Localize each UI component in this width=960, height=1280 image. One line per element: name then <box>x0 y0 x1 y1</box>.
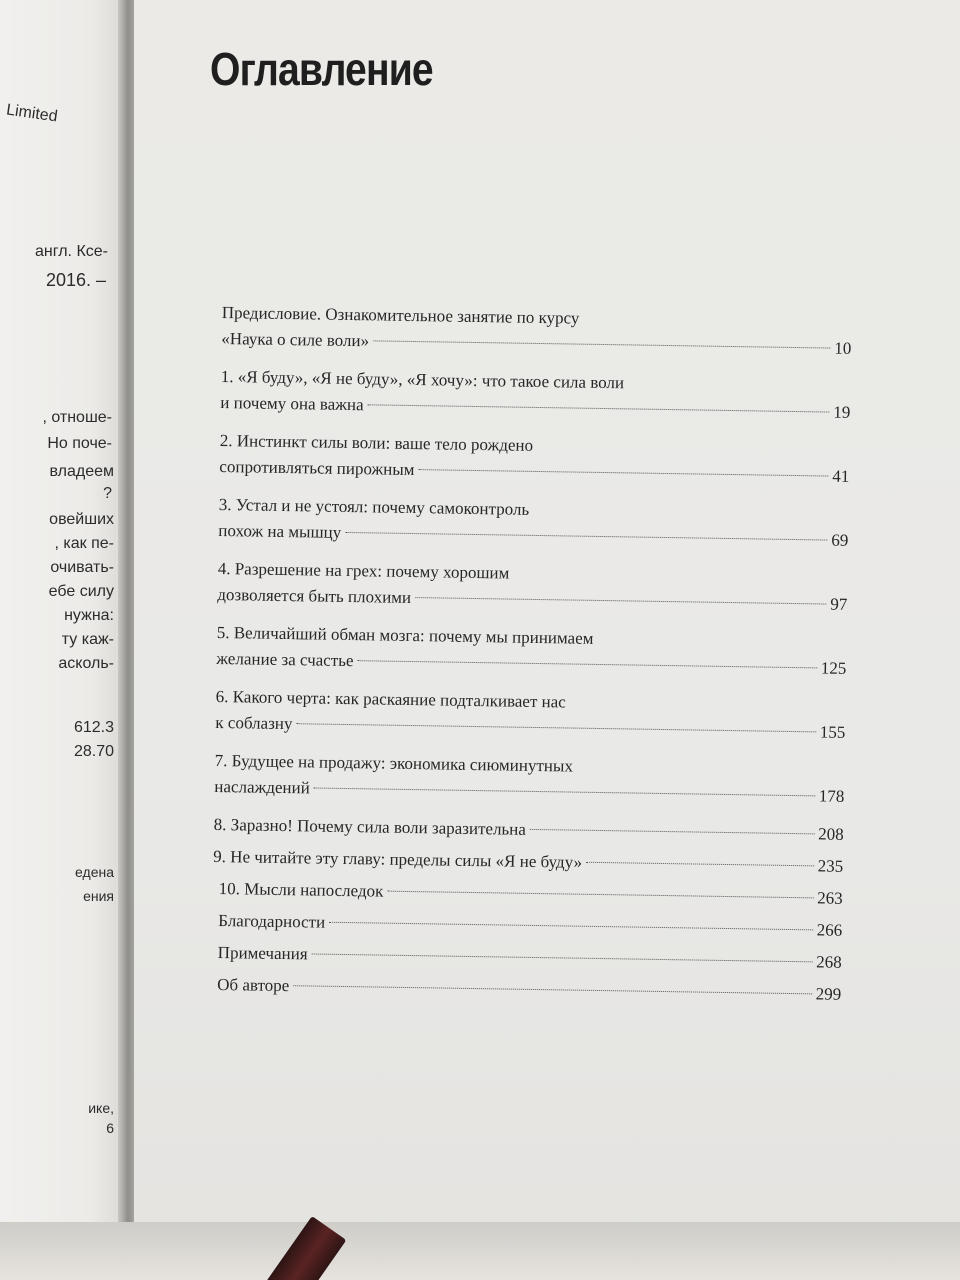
toc-page-number: 10 <box>834 338 852 358</box>
toc-page-number: 178 <box>818 786 845 806</box>
toc-entry-text: «Наука о силе воли» <box>221 328 370 351</box>
toc-entry <box>215 684 846 746</box>
dot-leader <box>293 985 811 994</box>
toc-entry-row <box>217 972 841 1008</box>
toc-entry-title-line: 6. Какого черта: как раскаяние подталкивает нас <box>215 686 566 712</box>
left-page-line: ике, <box>88 1100 114 1116</box>
dot-leader <box>345 532 827 541</box>
toc-entry-text: 8. Заразно! Почему сила воли заразительна <box>213 814 527 839</box>
page-edge <box>0 1222 960 1280</box>
toc-page-number: 19 <box>833 402 851 422</box>
dot-leader <box>368 404 830 412</box>
toc-entry <box>219 428 850 490</box>
left-page <box>0 0 128 1225</box>
left-page-line: 6 <box>106 1120 114 1136</box>
dot-leader <box>296 723 815 732</box>
toc-entry-text: похож на мышцу <box>218 520 342 542</box>
dot-leader <box>373 340 830 348</box>
toc-page-number: 268 <box>816 952 842 972</box>
toc-entry <box>216 620 847 682</box>
toc-page-number: 263 <box>817 888 843 908</box>
left-page-line: едена <box>75 864 114 880</box>
toc-entry <box>211 972 841 1008</box>
toc-entry-row <box>218 940 842 976</box>
left-page-line: 2016. – <box>45 270 106 290</box>
toc-entry <box>217 556 848 618</box>
toc-entry-text: 10. Мысли напоследок <box>218 879 384 901</box>
toc-page-number: 208 <box>818 824 844 844</box>
dot-leader <box>329 922 813 931</box>
toc-entry <box>218 492 849 554</box>
toc-entry-title-line: 4. Разрешение на грех: почему хорошим <box>217 558 510 583</box>
dot-leader <box>419 469 829 476</box>
toc-entry-title-line: 7. Будущее на продажу: экономика сиюминутных <box>214 750 574 776</box>
toc-entry-text: Об авторе <box>217 975 290 996</box>
toc-page-number: 299 <box>815 984 842 1004</box>
toc-entry-text: наслаждений <box>214 776 310 798</box>
toc-entry <box>214 748 845 810</box>
left-page-line: Limited <box>5 101 60 126</box>
toc-entry-text: дозволяется быть плохими <box>217 584 412 608</box>
dot-leader <box>314 788 815 797</box>
toc-entry-text: желание за счастье <box>216 648 354 671</box>
toc-entry <box>220 364 851 426</box>
toc-page-number: 97 <box>830 594 848 614</box>
left-page-line: , отноше- <box>42 409 112 426</box>
toc-entry <box>214 812 844 848</box>
left-page-line: ения <box>83 888 114 904</box>
toc-entry-title-line: 5. Величайший обман мозга: почему мы принимаем <box>216 622 594 648</box>
toc-entry-text: Благодарности <box>218 911 326 932</box>
toc-entry-title-line: 3. Устал и не устоял: почему самоконтроль <box>218 494 530 519</box>
left-page-line: 612.3 <box>73 719 114 736</box>
left-page-line: нужна: <box>64 607 114 624</box>
toc-entry <box>212 940 842 976</box>
toc-entry-title-line: 2. Инстинкт силы воли: ваше тело рождено <box>219 430 534 455</box>
toc-entry-text: и почему она важна <box>220 392 364 415</box>
toc-entry-row <box>218 908 842 944</box>
table-of-contents <box>211 300 852 1014</box>
toc-page-number: 155 <box>819 722 846 742</box>
toc-entry-title-line: Предисловие. Ознакомительное занятие по курсу <box>221 302 580 328</box>
left-page-line: ? <box>103 485 112 502</box>
toc-page-number: 235 <box>817 856 844 876</box>
toc-entry-row <box>214 812 844 848</box>
toc-entry <box>213 876 843 912</box>
dot-leader <box>387 891 813 899</box>
toc-entry-text: к соблазну <box>215 712 293 734</box>
toc-page-number: 125 <box>820 658 847 678</box>
left-page-line: , как пе- <box>54 535 114 552</box>
toc-entry-text: 9. Не читайте эту главу: пределы силы «Я не буду» <box>213 846 583 872</box>
toc-entry <box>213 844 843 880</box>
toc-entry <box>221 300 852 362</box>
right-page <box>134 0 960 1280</box>
toc-page-number: 266 <box>816 920 843 940</box>
left-page-line: англ. Ксе- <box>35 243 108 260</box>
dot-leader <box>358 660 817 668</box>
left-page-line: владеем <box>49 463 114 480</box>
dot-leader <box>312 953 813 962</box>
left-page-line: асколь- <box>58 655 114 672</box>
toc-entry-row <box>219 876 843 912</box>
toc-entry-text: сопротивляться пирожным <box>219 456 415 480</box>
toc-page-number: 41 <box>832 466 850 486</box>
left-page-line: очивать- <box>50 559 114 576</box>
toc-entry-text: Примечания <box>217 943 308 964</box>
toc-entry <box>212 908 842 944</box>
page-title: Оглавление <box>210 43 433 95</box>
left-page-line: 28.70 <box>73 743 114 760</box>
left-page-line: Но поче- <box>47 435 112 452</box>
left-page-line: овейших <box>49 511 114 528</box>
toc-entry-title-line: 1. «Я буду», «Я не буду», «Я хочу»: что такое сила воли <box>220 366 625 393</box>
left-page-line: ебе силу <box>48 583 114 600</box>
toc-page-number: 69 <box>831 530 849 550</box>
toc-entry-row <box>213 844 843 880</box>
dot-leader <box>530 829 814 834</box>
dot-leader <box>415 597 826 604</box>
dot-leader <box>586 862 814 867</box>
left-page-line: ту каж- <box>61 631 114 648</box>
